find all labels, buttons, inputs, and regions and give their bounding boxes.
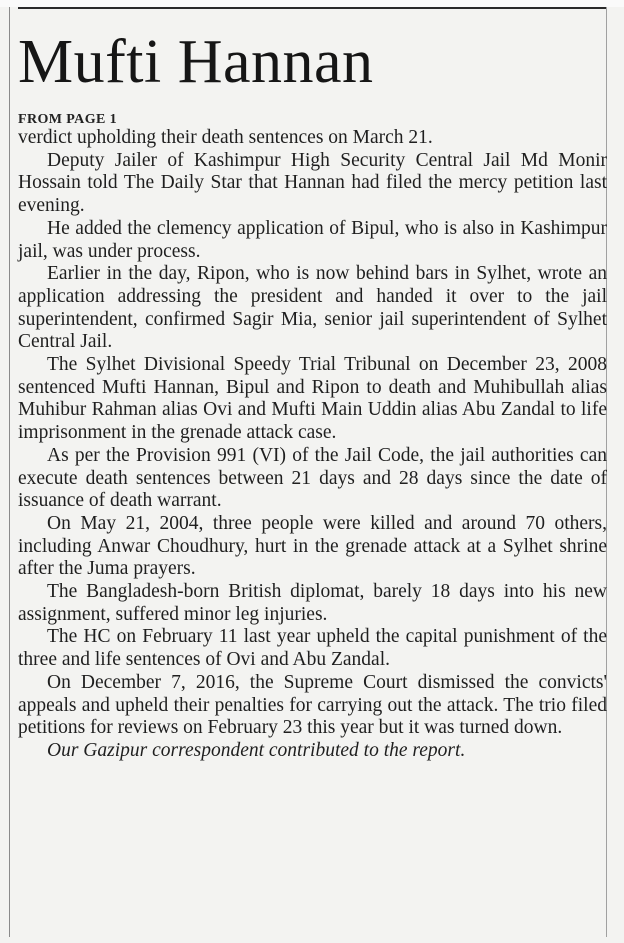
article-paragraph-6: As per the Provision 991 (VI) of the Jail Code, the jail authorities can execute death sentences between 21 days and 28 days since the date of issuance of death warrant. xyxy=(18,444,607,512)
top-rule xyxy=(18,7,606,9)
article-paragraph-3: He added the clemency application of Bipul, who is also in Kashimpur jail, was under process. xyxy=(18,217,607,262)
headline: Mufti Hannan xyxy=(18,28,374,96)
article-paragraph-2: Deputy Jailer of Kashimpur High Security Central Jail Md Monir Hossain told The Daily Star that Hannan had filed the mercy petition last evening. xyxy=(18,149,607,217)
article-paragraph-1: verdict upholding their death sentences on March 21. xyxy=(18,127,433,148)
article-paragraph-5: The Sylhet Divisional Speedy Trial Tribunal on December 23, 2008 sentenced Mufti Hannan, Bipul and Ripon to death and Muhibullah alias Muhibur Rahman alias Ovi and Mufti Main Uddin alias Abu Zandal to life imprisonment in the grenade attack case. xyxy=(18,354,607,444)
article-paragraph-9: The HC on February 11 last year upheld the capital punishment of the three and life sentences of Ovi and Abu Zandal. xyxy=(18,626,607,671)
article-paragraph-10: On December 7, 2016, the Supreme Court dismissed the convicts' appeals and upheld their penalties for carrying out the attack. The trio filed petitions for reviews on February 23 this year but it was turned down. xyxy=(18,671,607,739)
correspondent-credit: Our Gazipur correspondent contributed to the report. xyxy=(47,739,466,761)
article-paragraph-8: The Bangladesh-born British diplomat, barely 18 days into his new assignment, suffered minor leg injuries. xyxy=(18,581,607,625)
continued-from-label: FROM PAGE 1 xyxy=(18,112,118,127)
left-column-rule xyxy=(9,7,10,937)
article-body xyxy=(18,127,607,763)
article-paragraph-4: Earlier in the day, Ripon, who is now behind bars in Sylhet, wrote an application addressing the president and handed it over to the jail superintendent, confirmed Sagir Mia, senior jail superintendent of Sylhet Central Jail. xyxy=(18,263,607,353)
top-margin-strip xyxy=(0,0,624,7)
article-paragraph-7: On May 21, 2004, three people were killed and around 70 others, including Anwar Choudhury, hurt in the grenade attack at a Sylhet shrine after the Juma prayers. xyxy=(18,512,607,580)
